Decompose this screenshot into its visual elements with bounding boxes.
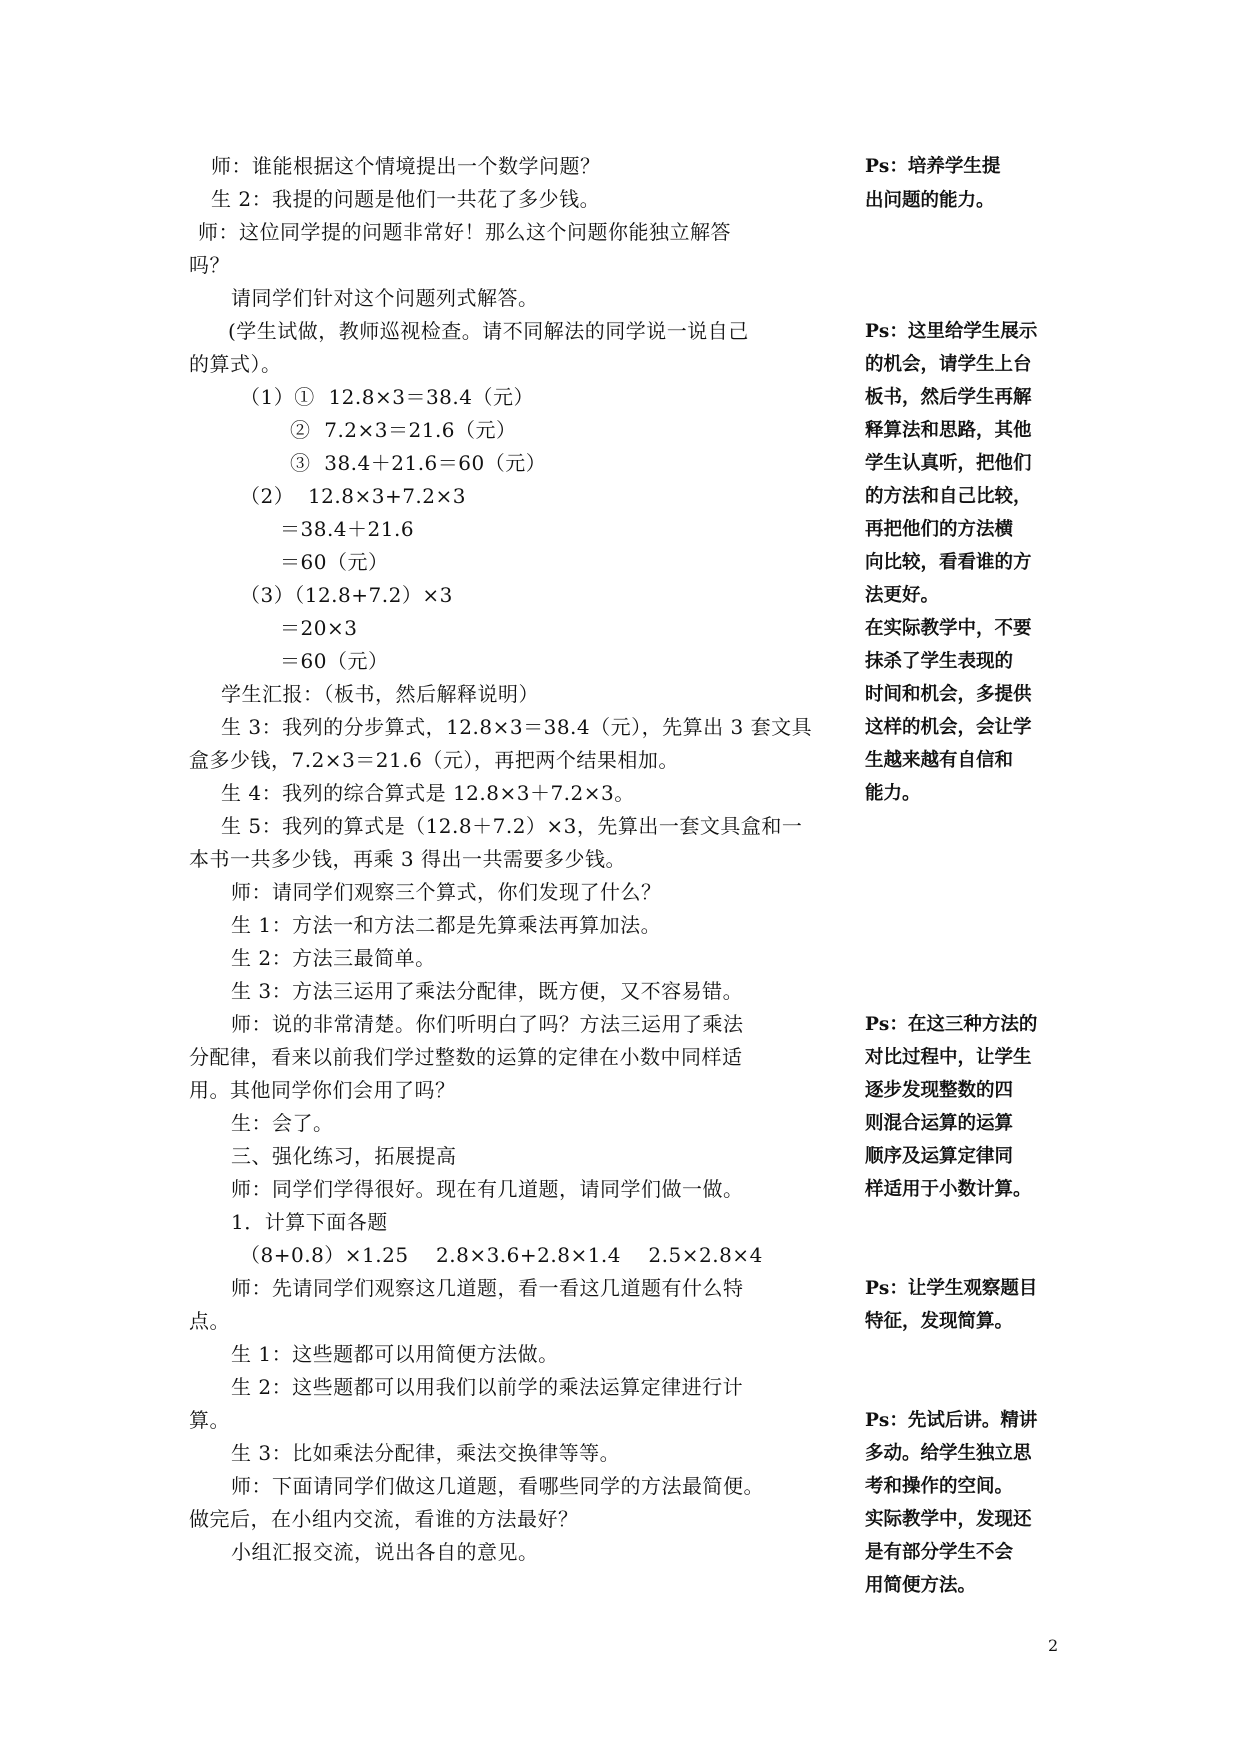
side-note-line: 用简便方法。 [865, 1575, 977, 1596]
text-line: 生 2：这些题都可以用我们以前学的乘法运算定律进行计 [231, 1375, 744, 1399]
text-line: 师：说的非常清楚。你们听明白了吗？方法三运用了乘法 [231, 1012, 744, 1036]
side-note-line: 多动。给学生独立思 [865, 1443, 1032, 1464]
text-line: (学生试做，教师巡视检查。请不同解法的同学说一说自己 [228, 319, 749, 343]
side-note-line: 样适用于小数计算。 [865, 1179, 1032, 1200]
text-line: 生 2：方法三最简单。 [231, 946, 436, 970]
text-line: 生 5：我列的算式是（12.8＋7.2）×3，先算出一套文具盒和一 [221, 814, 803, 838]
formula-line: （2） 12.8×3+7.2×3 [240, 484, 466, 508]
text-line: 生 3：我列的分步算式，12.8×3＝38.4（元），先算出 3 套文具 [221, 715, 813, 739]
text-line: 生 2：我提的问题是他们一共花了多少钱。 [211, 187, 601, 211]
side-note-line: 时间和机会，多提供 [865, 684, 1032, 705]
text-line: 生 4：我列的综合算式是 12.8×3＋7.2×3。 [221, 781, 635, 805]
formula-line: ＝38.4＋21.6 [280, 517, 415, 541]
text-line: 分配律，看来以前我们学过整数的运算的定律在小数中同样适 [189, 1045, 743, 1069]
side-note-line: 逐步发现整数的四 [865, 1080, 1014, 1101]
text-line: 请同学们针对这个问题列式解答。 [231, 286, 539, 310]
text-line: 算。 [189, 1408, 230, 1432]
text-line: 生：会了。 [231, 1111, 334, 1135]
side-note-line: 再把他们的方法横 [865, 519, 1014, 540]
text-line: 师：下面请同学们做这几道题，看哪些同学的方法最简便。 [231, 1474, 764, 1498]
text-line: 生 1：方法一和方法二都是先算乘法再算加法。 [231, 913, 662, 937]
text-line: 生 3：比如乘法分配律，乘法交换律等等。 [231, 1441, 621, 1465]
text-line: 师：先请同学们观察这几道题，看一看这几道题有什么特 [231, 1276, 744, 1300]
formula-line: ③ 38.4＋21.6＝60（元） [290, 451, 547, 475]
text-line: 盒多少钱，7.2×3＝21.6（元），再把两个结果相加。 [189, 748, 679, 772]
text-line: 生 3：方法三运用了乘法分配律，既方便，又不容易错。 [231, 979, 744, 1003]
side-note-line: 向比较，看看谁的方 [865, 552, 1032, 573]
side-note-line: 考和操作的空间。 [865, 1476, 1014, 1497]
side-note-line: 是有部分学生不会 [865, 1542, 1014, 1563]
side-note-line: 学生认真听，把他们 [865, 453, 1032, 474]
section-heading: 三、强化练习，拓展提高 [231, 1144, 457, 1168]
side-note-line: 顺序及运算定律同 [865, 1146, 1014, 1167]
side-note-line: Ps：这里给学生展示 [865, 321, 1038, 342]
exercise-title: 1．计算下面各题 [231, 1210, 388, 1234]
text-line: 师：同学们学得很好。现在有几道题，请同学们做一做。 [231, 1177, 744, 1201]
side-note-line: 抹杀了学生表现的 [865, 651, 1014, 672]
text-line: 生 1：这些题都可以用简便方法做。 [231, 1342, 559, 1366]
side-note-line: 在实际教学中，不要 [865, 618, 1032, 639]
side-note-line: 法更好。 [865, 585, 940, 606]
side-note-line: 实际教学中，发现还 [865, 1509, 1032, 1530]
text-line: 吗？ [189, 253, 230, 277]
text-line: 师：请同学们观察三个算式，你们发现了什么？ [231, 880, 662, 904]
side-note-line: 这样的机会，会让学 [865, 717, 1032, 738]
side-note-line: Ps：让学生观察题目 [865, 1278, 1038, 1299]
side-note-line: 出问题的能力。 [865, 190, 995, 211]
formula-line: ＝20×3 [280, 616, 358, 640]
side-note-line: 板书，然后学生再解 [865, 387, 1032, 408]
text-line: 师：这位同学提的问题非常好！那么这个问题你能独立解答 [198, 220, 731, 244]
text-line: 师：谁能根据这个情境提出一个数学问题？ [211, 154, 601, 178]
text-line: 用。其他同学你们会用了吗？ [189, 1078, 456, 1102]
side-note-line: 对比过程中，让学生 [865, 1047, 1032, 1068]
side-note-line: 的方法和自己比较， [865, 486, 1032, 507]
formula-line: ② 7.2×3＝21.6（元） [290, 418, 517, 442]
formula-line: ＝60（元） [280, 649, 389, 673]
side-note-line: 则混合运算的运算 [865, 1113, 1014, 1134]
text-line: 学生汇报：（板书，然后解释说明） [221, 682, 539, 706]
page-number: 2 [1048, 1636, 1059, 1655]
side-note-line: 的机会，请学生上台 [865, 354, 1032, 375]
formula-line: （3）（12.8+7.2）×3 [240, 583, 453, 607]
exercise-problems: （8+0.8）×1.25 2.8×3.6+2.8×1.4 2.5×2.8×4 [240, 1243, 763, 1267]
side-note-line: Ps：先试后讲。精讲 [865, 1410, 1038, 1431]
text-line: 本书一共多少钱，再乘 3 得出一共需要多少钱。 [189, 847, 626, 871]
text-line: 做完后，在小组内交流，看谁的方法最好？ [189, 1507, 579, 1531]
text-line: 的算式）。 [189, 352, 282, 376]
side-note-line: Ps：培养学生提 [865, 156, 1001, 177]
formula-line: ＝60（元） [280, 550, 389, 574]
text-line: 点。 [189, 1309, 230, 1333]
side-note-line: 特征，发现简算。 [865, 1311, 1014, 1332]
side-note-line: 释算法和思路，其他 [865, 420, 1032, 441]
side-note-line: Ps：在这三种方法的 [865, 1014, 1038, 1035]
side-note-line: 生越来越有自信和 [865, 750, 1014, 771]
formula-line: （1）① 12.8×3＝38.4（元） [240, 385, 534, 409]
text-line: 小组汇报交流，说出各自的意见。 [231, 1540, 539, 1564]
side-note-line: 能力。 [865, 783, 921, 804]
